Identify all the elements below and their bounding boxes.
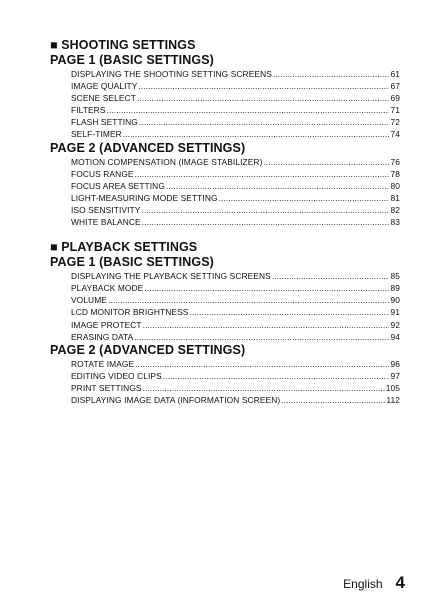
- dot-leader: [135, 358, 389, 370]
- toc-entry[interactable]: [71, 294, 400, 306]
- toc-entry-page: 112: [386, 394, 400, 405]
- toc-entry-page: 97: [390, 370, 400, 381]
- table-of-contents: [50, 37, 400, 406]
- toc-entry-label: WHITE BALANCE: [71, 217, 141, 228]
- toc-entry[interactable]: [71, 382, 400, 394]
- toc-entry[interactable]: [71, 104, 400, 116]
- section-title-shooting-settings: ■ SHOOTING SETTINGS: [50, 38, 196, 52]
- toc-entry-label: DISPLAYING THE PLAYBACK SETTING SCREENS: [71, 271, 271, 282]
- dot-leader: [272, 270, 390, 282]
- dot-leader: [163, 370, 390, 382]
- toc-entry-page: 105: [385, 382, 400, 393]
- toc-entry-page: 78: [390, 168, 400, 179]
- section-title-playback-settings: ■ PLAYBACK SETTINGS: [50, 240, 198, 255]
- toc-entry-label: EDITING VIDEO CLIPS: [71, 370, 162, 381]
- toc-entry[interactable]: [71, 282, 400, 294]
- toc-entry-label: LIGHT-MEASURING MODE SETTING: [71, 192, 218, 203]
- toc-entry-label: MOTION COMPENSATION (IMAGE STABILIZER): [71, 156, 263, 167]
- toc-entry[interactable]: [71, 116, 400, 128]
- toc-entry[interactable]: [71, 192, 400, 204]
- dot-leader: [263, 156, 389, 168]
- footer-language: English: [343, 577, 383, 591]
- toc-entry-label: IMAGE QUALITY: [71, 81, 138, 92]
- dot-leader: [135, 168, 390, 180]
- page-title-playback-advanced: PAGE 2 (ADVANCED SETTINGS): [50, 342, 246, 357]
- toc-entry-page: 76: [390, 156, 400, 167]
- toc-entry[interactable]: [71, 128, 400, 140]
- toc-entry-page: 67: [390, 81, 400, 92]
- page-title-shooting-basic: PAGE 1 (BASIC SETTINGS): [50, 53, 214, 67]
- toc-entry[interactable]: [71, 358, 400, 370]
- toc-entry-label: PLAYBACK MODE: [71, 283, 144, 294]
- toc-entry-page: 85: [390, 271, 400, 282]
- toc-entry-page: 94: [390, 331, 400, 342]
- dot-leader: [137, 92, 390, 104]
- toc-entry-label: FILTERS: [71, 105, 106, 116]
- toc-entry[interactable]: [71, 204, 400, 216]
- toc-entry-label: SCENE SELECT: [71, 93, 136, 104]
- page-title-shooting-advanced: PAGE 2 (ADVANCED SETTINGS): [50, 140, 246, 155]
- dot-leader: [144, 282, 389, 294]
- dot-leader: [108, 294, 390, 306]
- dot-leader: [142, 216, 390, 228]
- toc-entry-label: PRINT SETTINGS: [71, 382, 142, 393]
- dot-leader: [138, 80, 389, 92]
- toc-entry-label: ERASING DATA: [71, 331, 134, 342]
- page-title-playback-basic: PAGE 1 (BASIC SETTINGS): [50, 255, 214, 270]
- dot-leader: [143, 382, 385, 394]
- toc-entry-label: FOCUS RANGE: [71, 168, 134, 179]
- toc-list-shooting-advanced: [71, 156, 400, 229]
- dot-leader: [219, 192, 390, 204]
- dot-leader: [107, 104, 390, 116]
- toc-entry-label: IMAGE PROTECT: [71, 319, 142, 330]
- toc-entry-page: 81: [390, 192, 400, 203]
- toc-entry-page: 71: [390, 105, 400, 116]
- toc-entry-page: 90: [390, 295, 400, 306]
- toc-entry[interactable]: [71, 331, 400, 343]
- toc-entry-page: 96: [390, 358, 400, 369]
- toc-entry[interactable]: [71, 92, 400, 104]
- toc-entry-page: 61: [390, 69, 400, 79]
- toc-entry-page: 74: [390, 129, 400, 140]
- dot-leader: [143, 319, 390, 331]
- toc-entry[interactable]: [71, 306, 400, 318]
- toc-entry-page: 80: [390, 180, 400, 191]
- toc-entry-label: SELF-TIMER: [71, 129, 122, 140]
- toc-entry-page: 92: [390, 319, 400, 330]
- toc-entry-page: 91: [390, 307, 400, 318]
- toc-entry-page: 82: [390, 204, 400, 215]
- toc-entry-page: 83: [390, 217, 400, 228]
- toc-entry-page: 89: [390, 283, 400, 294]
- toc-entry[interactable]: [71, 180, 400, 192]
- toc-list-shooting-basic: [71, 68, 400, 141]
- toc-entry-label: ISO SENSITIVITY: [71, 204, 141, 215]
- toc-entry-label: ROTATE IMAGE: [71, 358, 135, 369]
- toc-entry[interactable]: [71, 68, 400, 80]
- toc-entry-label: DISPLAYING THE SHOOTING SETTING SCREENS: [71, 69, 272, 79]
- dot-leader: [134, 331, 389, 343]
- toc-entry[interactable]: [71, 168, 400, 180]
- toc-entry-label: DISPLAYING IMAGE DATA (INFORMATION SCREEN): [71, 394, 281, 405]
- toc-entry[interactable]: [71, 270, 400, 282]
- toc-list-playback-basic: [71, 270, 400, 343]
- dot-leader: [273, 68, 390, 80]
- dot-leader: [166, 180, 390, 192]
- toc-entry-label: LCD MONITOR BRIGHTNESS: [71, 307, 189, 318]
- dot-leader: [123, 128, 390, 140]
- toc-entry[interactable]: [71, 80, 400, 92]
- toc-list-playback-advanced: [71, 358, 400, 406]
- toc-entry-page: 72: [390, 117, 400, 128]
- toc-entry[interactable]: [71, 216, 400, 228]
- toc-entry[interactable]: [71, 156, 400, 168]
- toc-entry-label: VOLUME: [71, 295, 107, 306]
- footer-page-number: 4: [395, 573, 405, 592]
- toc-entry-page: 69: [390, 93, 400, 104]
- dot-leader: [281, 394, 385, 406]
- toc-entry[interactable]: [71, 319, 400, 331]
- dot-leader: [189, 306, 389, 318]
- toc-entry[interactable]: [71, 394, 400, 406]
- toc-entry-label: FOCUS AREA SETTING: [71, 180, 165, 191]
- toc-entry-label: FLASH SETTING: [71, 117, 138, 128]
- page-footer: [343, 573, 405, 593]
- dot-leader: [139, 116, 390, 128]
- dot-leader: [141, 204, 389, 216]
- toc-entry[interactable]: [71, 370, 400, 382]
